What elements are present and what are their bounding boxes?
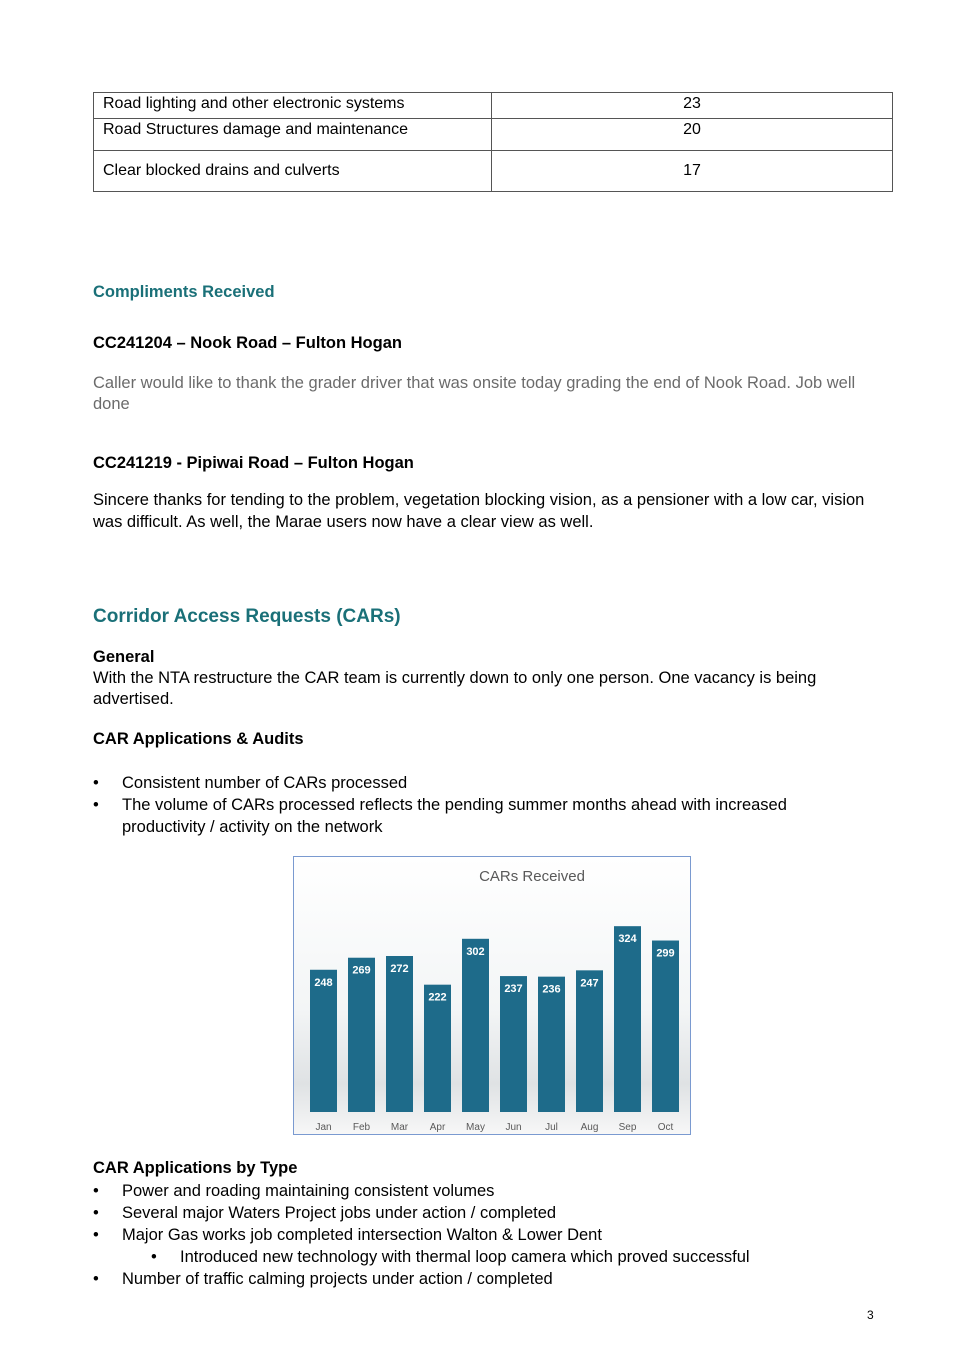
compliments-heading: Compliments Received	[93, 283, 275, 301]
chart-title: CARs Received	[479, 868, 585, 885]
list-item: • Number of traffic calming projects under action / completed	[93, 1268, 893, 1290]
table-row	[94, 151, 893, 192]
list-item: • Several major Waters Project jobs under action / completed	[93, 1202, 893, 1224]
compliment-title: CC241219 - Pipiwai Road – Fulton Hogan	[93, 454, 414, 472]
chart-bar	[348, 958, 375, 1112]
table-cell-count: 20	[492, 119, 893, 151]
sub-list-item: • Introduced new technology with thermal loop camera which proved successful	[93, 1246, 893, 1268]
chart-tick-label: May	[466, 1122, 485, 1133]
list-item: • Major Gas works job completed intersection Walton & Lower Dent	[93, 1224, 893, 1246]
chart-tick-label: Jun	[505, 1122, 522, 1133]
chart-data-label: 236	[542, 983, 561, 996]
table-cell-count: 23	[492, 93, 893, 119]
chart-data-label: 237	[504, 983, 523, 996]
page-number: 3	[867, 1308, 874, 1322]
cars-heading: Corridor Access Requests (CARs)	[93, 606, 401, 627]
chart-tick-label: Apr	[429, 1122, 446, 1133]
table-row	[94, 93, 893, 119]
chart-bar	[614, 926, 641, 1112]
chart-canvas	[294, 857, 690, 1134]
list-item: • The volume of CARs processed reflects the pending summer months ahead with increased productivity / activity on the network	[93, 794, 873, 838]
chart-bar	[462, 939, 489, 1112]
chart-tick-label: Jan	[315, 1122, 332, 1133]
compliment-text: Sincere thanks for tending to the problem, vegetation blocking vision, as a pensioner with a low car, vision was difficult. As well, the Marae users now have a clear view as well.	[93, 491, 865, 531]
chart-data-label: 222	[428, 991, 447, 1004]
chart-data-label: 299	[656, 947, 675, 960]
chart-data-label: 324	[618, 933, 637, 946]
general-text: With the NTA restructure the CAR team is currently down to only one person. One vacancy is being advertised.	[93, 669, 817, 708]
chart-bar	[576, 970, 603, 1112]
chart-tick-label: Mar	[390, 1122, 409, 1133]
category-count-table	[93, 92, 893, 192]
table-cell-category: Road Structures damage and maintenance	[94, 119, 492, 151]
table-cell-category: Road lighting and other electronic systems	[94, 93, 492, 119]
chart-data-label: 248	[314, 976, 333, 989]
chart-tick-label: Aug	[580, 1122, 599, 1133]
chart-bar	[424, 985, 451, 1112]
chart-data-label: 247	[580, 977, 599, 990]
chart-data-label: 269	[352, 964, 371, 977]
chart-tick-label: Jul	[545, 1122, 558, 1133]
cars-received-chart	[293, 856, 691, 1135]
type-title: CAR Applications by Type	[93, 1159, 298, 1177]
chart-tick-label: Oct	[657, 1122, 674, 1133]
chart-bar	[538, 977, 565, 1112]
table-cell-category: Clear blocked drains and culverts	[94, 151, 492, 192]
table-row	[94, 119, 893, 151]
table-cell-count: 17	[492, 151, 893, 192]
compliment-title: CC241204 – Nook Road – Fulton Hogan	[93, 334, 402, 352]
list-item: • Consistent number of CARs processed	[93, 772, 873, 794]
chart-tick-label: Feb	[352, 1122, 371, 1133]
chart-tick-label: Sep	[618, 1122, 637, 1133]
chart-bar	[386, 956, 413, 1112]
type-bullet-list	[93, 1180, 893, 1290]
list-item: • Power and roading maintaining consistent volumes	[93, 1180, 893, 1202]
chart-data-label: 302	[466, 945, 485, 958]
audits-bullet-list	[93, 772, 873, 838]
general-title: General	[93, 648, 155, 666]
chart-bar	[310, 970, 337, 1112]
chart-bar	[652, 941, 679, 1112]
compliment-text: Caller would like to thank the grader driver that was onsite today grading the end of Nook Road. Job well done	[93, 374, 856, 413]
chart-bar	[500, 976, 527, 1112]
chart-data-label: 272	[390, 963, 409, 975]
audits-title: CAR Applications & Audits	[93, 730, 304, 748]
